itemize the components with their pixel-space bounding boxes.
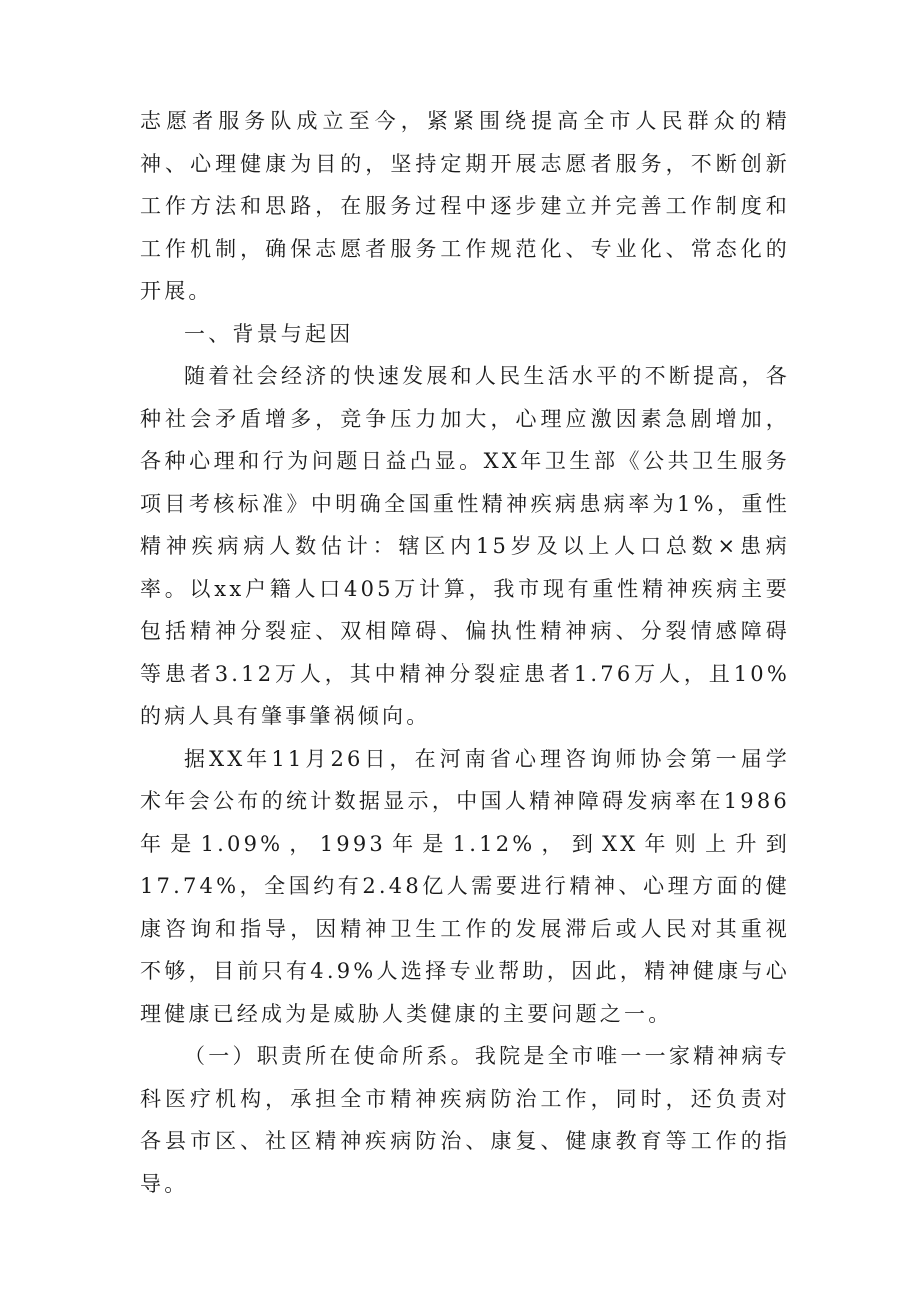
paragraph-intro: 志愿者服务队成立至今，紧紧围绕提高全市人民群众的精神、心理健康为目的，坚持定期开展志愿者服务，不断创新工作方法和思路，在服务过程中逐步建立并完善工作制度和工作机制，确保志愿者服务工作规范化、专业化、常态化的开展。 [140,109,790,303]
document-body [140,100,790,1205]
paragraph-background: 随着社会经济的快速发展和人民生活水平的不断提高，各种社会矛盾增多，竞争压力加大，心理应激因素急剧增加，各种心理和行为问题日益凸显。XX年卫生部《公共卫生服务项目考核标准》中明确全国重性精神疾病患病率为1%，重性精神疾病病人数估计：辖区内15岁及以上人口总数×患病率。以xx户籍人口405万计算，我市现有重性精神疾病主要包括精神分裂症、双相障碍、偏执性精神病、分裂情感障碍等患者3.12万人，其中精神分裂症患者1.76万人，且10%的病人具有肇事肇祸倾向。 [140,364,790,728]
paragraph-statistics: 据XX年11月26日，在河南省心理咨询师协会第一届学术年会公布的统计数据显示，中国人精神障碍发病率在1986年是1.09%，1993年是1.12%，到XX年则上升到17.74%，全国约有2.48亿人需要进行精神、心理方面的健康咨询和指导，因精神卫生工作的发展滞后或人民对其重视不够，目前只有4.9%人选择专业帮助，因此，精神健康与心理健康已经成为是威胁人类健康的主要问题之一。 [140,746,790,1026]
paragraph-responsibility: （一）职责所在使命所系。我院是全市唯一一家精神病专科医疗机构，承担全市精神疾病防治工作，同时，还负责对各县市区、社区精神疾病防治、康复、健康教育等工作的指导。 [140,1044,790,1196]
section-heading-background: 一、背景与起因 [184,321,354,346]
